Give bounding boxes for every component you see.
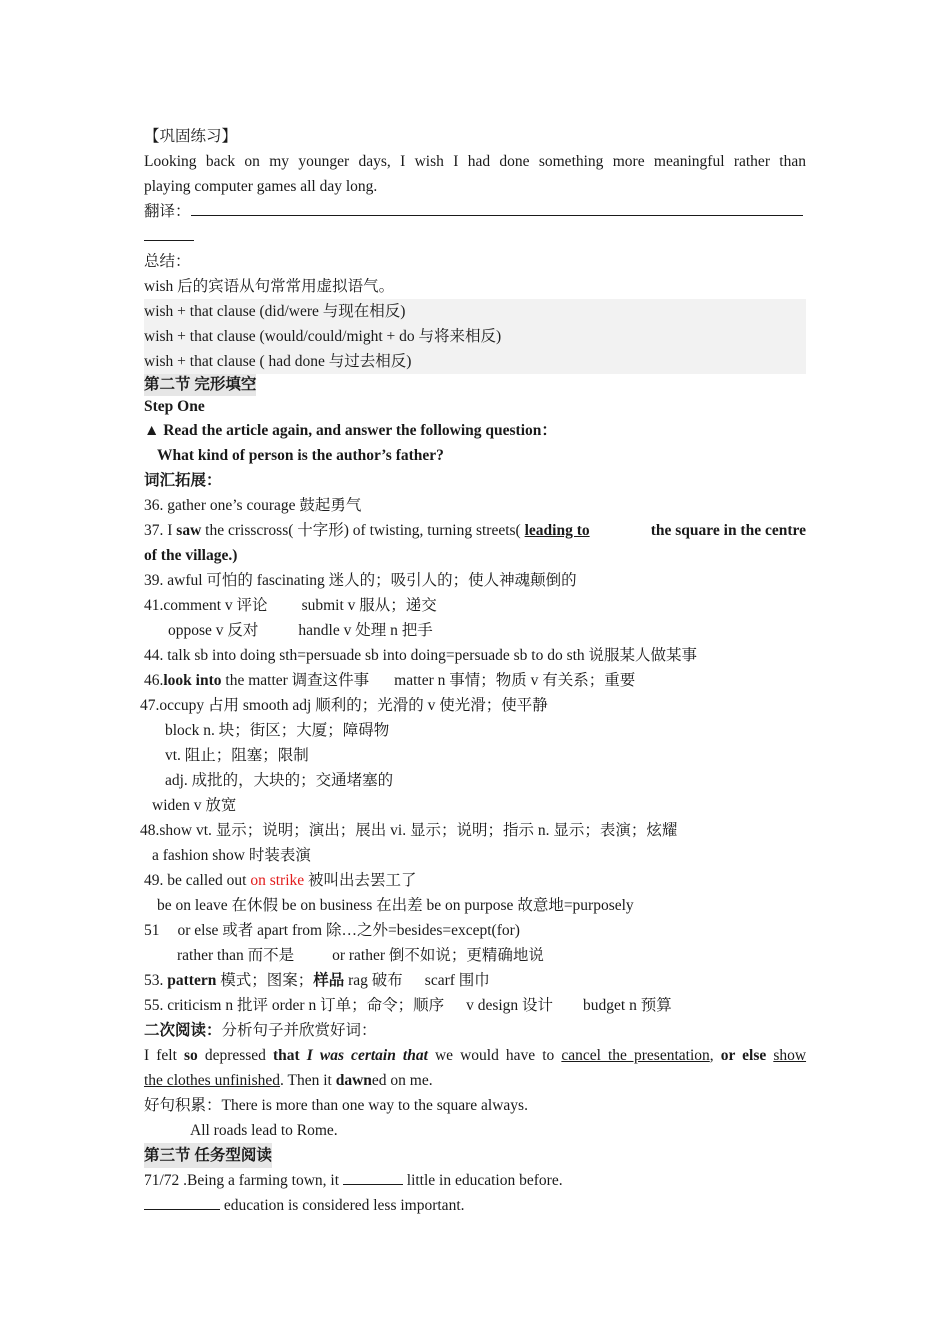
section-heading: 【巩固练习】 bbox=[144, 128, 238, 145]
good-sentence-label: 好句积累： bbox=[144, 1097, 222, 1114]
step-one: Step One bbox=[144, 398, 205, 415]
section3-title-line bbox=[144, 1143, 806, 1168]
vocab-item-36: 36. gather one’s courage 鼓起勇气 bbox=[144, 497, 362, 514]
vocab-37-saw: saw bbox=[176, 522, 202, 539]
vocab-51-or-rather: or rather 倒不如说；更精确地说 bbox=[332, 947, 544, 964]
reading-question: What kind of person is the author’s father? bbox=[157, 447, 444, 464]
vocab-item-39: 39. awful 可怕的 fascinating 迷人的；吸引人的；使人神魂颠倒的 bbox=[144, 572, 577, 589]
analysis-text: . Then it bbox=[280, 1072, 336, 1089]
analysis-so: so bbox=[183, 1047, 198, 1064]
vocab-item-41 bbox=[144, 593, 806, 618]
summary-label: 总结： bbox=[144, 253, 191, 270]
vocab-37-text: 37. I bbox=[144, 522, 177, 539]
vocab-item-51 bbox=[144, 918, 806, 943]
vocab-53-sample: 样品 bbox=[313, 972, 345, 989]
analysis-certain: I was certain that bbox=[306, 1047, 428, 1064]
vocab-item-51-cont bbox=[144, 943, 806, 968]
vocab-46-text: the matter 调查这件事 bbox=[221, 672, 370, 689]
vocab-49-text: 被叫出去罢工了 bbox=[304, 872, 417, 889]
vocab-55-budget: budget n 预算 bbox=[583, 997, 672, 1014]
vocab-item-48-cont: a fashion show 时装表演 bbox=[152, 847, 311, 864]
example-sentence-line1: Looking back on my younger days, I wish I had done something more meaningful rather than bbox=[144, 153, 806, 170]
vocab-51-rather-than: rather than 而不是 bbox=[177, 947, 295, 964]
vocab-item-44: 44. talk sb into doing sth=persuade sb into doing=persuade sb to do sth 说服某人做某事 bbox=[144, 647, 698, 664]
summary-intro: wish 后的宾语从句常常用虚拟语气。 bbox=[144, 278, 395, 295]
second-reading-label: 二次阅读： bbox=[144, 1022, 222, 1039]
second-reading-title bbox=[144, 1018, 806, 1043]
section2-title-line bbox=[144, 374, 806, 396]
analysis-or-else: or else bbox=[720, 1047, 767, 1064]
vocab-53-text: rag 破布 bbox=[344, 972, 403, 989]
vocab-41-handle: handle v 处理 n 把手 bbox=[298, 622, 433, 639]
task-q1-text: little in education before. bbox=[402, 1172, 563, 1189]
vocab-item-37 bbox=[144, 518, 806, 543]
summary-rule: wish + that clause (did/were 与现在相反) bbox=[144, 299, 806, 324]
vocab-item-53 bbox=[144, 968, 806, 993]
analysis-text: I felt bbox=[144, 1047, 184, 1064]
vocab-53-text: 模式；图案； bbox=[216, 972, 314, 989]
vocab-item-49-cont: be on leave 在休假 be on business 在出差 be on purpose 故意地=purposely bbox=[157, 897, 634, 914]
task-q1-blank bbox=[343, 1169, 403, 1185]
translation-line-2 bbox=[144, 224, 806, 249]
translation-blank-2 bbox=[144, 225, 194, 241]
vocab-item-46 bbox=[144, 668, 806, 693]
vocab-item-48: 48.show vt. 显示；说明；演出；展出 vi. 显示；说明；指示 n. 显示；表演；炫耀 bbox=[140, 822, 678, 839]
vocab-item-55 bbox=[144, 993, 806, 1018]
analysis-text: ed on me. bbox=[371, 1072, 433, 1089]
vocab-item-47-block: block n. 块；街区；大厦；障碍物 bbox=[165, 722, 390, 739]
analysis-show: show bbox=[773, 1047, 807, 1064]
vocab-item-47-adj: adj. 成批的，大块的；交通堵塞的 bbox=[165, 772, 394, 789]
vocab-46-text: 46. bbox=[144, 672, 164, 689]
analysis-sentence-line1 bbox=[144, 1043, 806, 1068]
vocab-41-oppose: oppose v 反对 bbox=[168, 622, 259, 639]
good-sentence-text: There is more than one way to the square always. bbox=[221, 1097, 528, 1114]
translation-blank bbox=[191, 200, 803, 216]
task-question-1 bbox=[144, 1168, 806, 1193]
second-reading-instruction: 分析句子并欣赏好词： bbox=[221, 1022, 377, 1039]
vocab-55-design: v design 设计 bbox=[466, 997, 554, 1014]
vocab-51-number: 51 bbox=[144, 922, 160, 939]
vocab-37-text: the crisscross( 十字形) of twisting, turning streets( bbox=[201, 522, 525, 539]
summary-rule: wish + that clause ( had done 与过去相反) bbox=[144, 349, 806, 374]
analysis-text: we would have to bbox=[427, 1047, 562, 1064]
analysis-that: that bbox=[273, 1047, 300, 1064]
good-sentence-1 bbox=[144, 1093, 806, 1118]
vocab-item-37-cont: of the village.) bbox=[144, 547, 238, 564]
example-sentence-line2: playing computer games all day long. bbox=[144, 178, 378, 195]
vocab-53-pattern: pattern bbox=[167, 972, 217, 989]
task-q2-blank bbox=[144, 1194, 220, 1210]
vocab-item-49 bbox=[144, 868, 806, 893]
translation-line bbox=[144, 199, 806, 224]
vocab-item-41-cont bbox=[144, 618, 806, 643]
summary-rule: wish + that clause (would/could/might + do 与将来相反) bbox=[144, 324, 806, 349]
vocab-item-47-widen: widen v 放宽 bbox=[152, 797, 237, 814]
task-q2-text: education is considered less important. bbox=[220, 1197, 465, 1214]
analysis-cancel: cancel the presentation bbox=[561, 1047, 710, 1064]
vocab-41-submit: submit v 服从；递交 bbox=[301, 597, 437, 614]
vocab-53-text: 53. bbox=[144, 972, 168, 989]
analysis-dawn: dawn bbox=[335, 1072, 372, 1089]
vocab-41-comment: 41.comment v 评论 bbox=[144, 597, 268, 614]
vocab-49-on-strike: on strike bbox=[250, 872, 305, 889]
analysis-text: , bbox=[709, 1047, 721, 1064]
section2-title: 第二节 完形填空 bbox=[144, 374, 256, 396]
vocab-37-leading-to: leading to bbox=[524, 522, 590, 539]
task-question-2 bbox=[144, 1193, 806, 1218]
vocab-46-look-into: look into bbox=[163, 672, 222, 689]
vocab-55-text: 55. criticism n 批评 order n 订单；命令；顺序 bbox=[144, 997, 445, 1014]
section3-title: 第三节 任务型阅读 bbox=[144, 1143, 272, 1168]
vocab-53-scarf: scarf 围巾 bbox=[424, 972, 490, 989]
vocab-item-47: 47.occupy 占用 smooth adj 顺利的；光滑的 v 使光滑；使平静 bbox=[140, 697, 548, 714]
document-content bbox=[140, 124, 807, 1218]
good-sentence-2: All roads lead to Rome. bbox=[190, 1122, 338, 1139]
analysis-sentence-line2 bbox=[144, 1068, 806, 1093]
vocab-49-text: 49. be called out bbox=[144, 872, 251, 889]
vocab-51-text: or else 或者 apart from 除…之外=besides=except(for) bbox=[177, 922, 520, 939]
vocab-37-text: the square in the centre bbox=[650, 522, 806, 539]
vocab-item-47-vt: vt. 阻止；阻塞；限制 bbox=[165, 747, 309, 764]
analysis-text: depressed bbox=[197, 1047, 273, 1064]
task-q1-text: 71/72 .Being a farming town, it bbox=[144, 1172, 343, 1189]
vocab-46-matter: matter n 事情；物质 v 有关系；重要 bbox=[394, 672, 636, 689]
translation-label: 翻译： bbox=[144, 203, 191, 220]
vocab-title: 词汇拓展： bbox=[144, 472, 222, 489]
reading-task: ▲ Read the article again, and answer the following question： bbox=[144, 422, 557, 439]
analysis-unfinished: the clothes unfinished bbox=[144, 1072, 281, 1089]
